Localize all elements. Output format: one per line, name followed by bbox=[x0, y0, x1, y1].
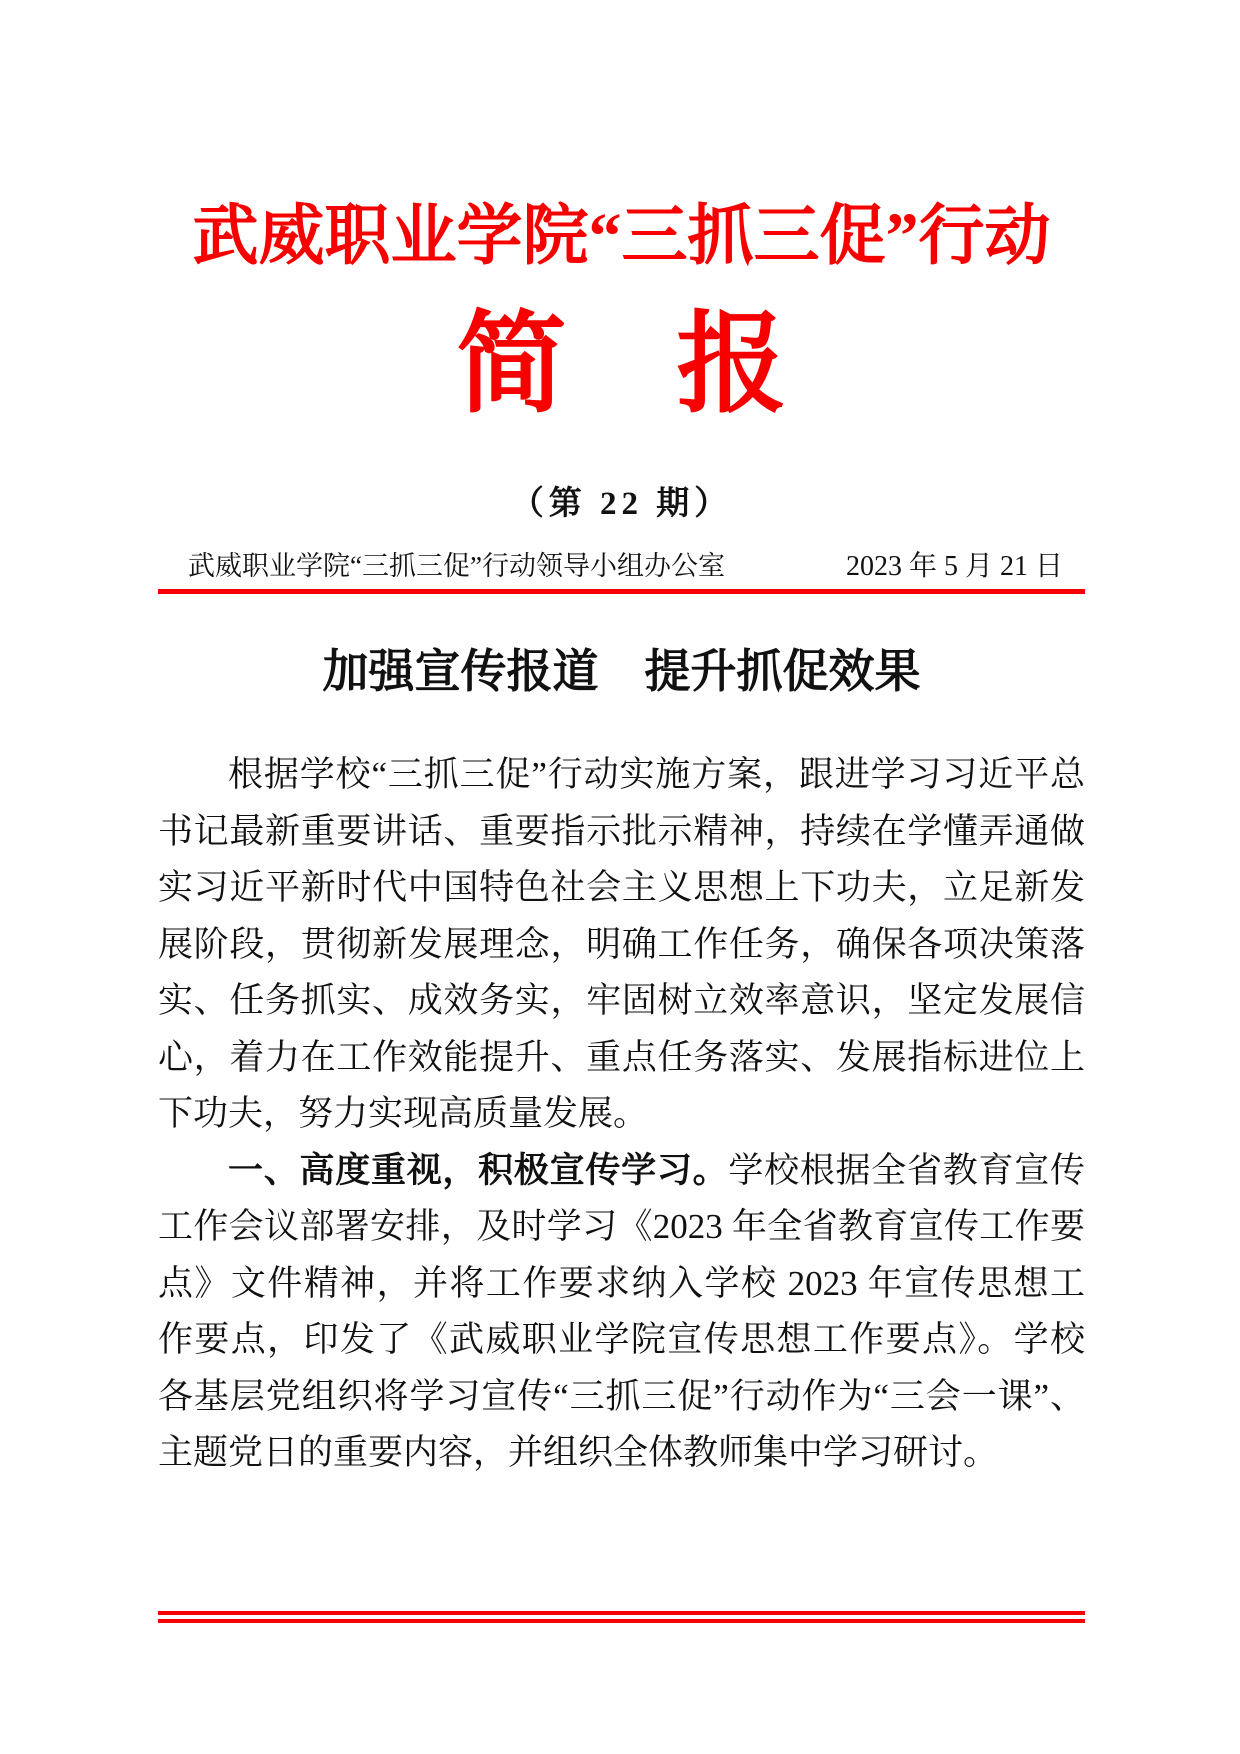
paragraph-2-rest: 学校根据全省教育宣传工作会议部署安排，及时学习《2023 年全省教育宣传工作要点》文件精神，并将工作要求纳入学校 2023 年宣传思想工作要点，印发了《武威职业学院宣传思想工作要点》。学校各基层党组织将学习宣传“三抓三促”行动作为“三会一课”、主题党日的重要内容，并组织全体教师集中学习研讨。 bbox=[158, 1150, 1085, 1473]
paragraph-2-lead: 一、高度重视，积极宣传学习。 bbox=[228, 1150, 729, 1190]
issuing-office: 武威职业学院“三抓三促”行动领导小组办公室 bbox=[188, 551, 725, 582]
meta-row bbox=[158, 547, 1085, 586]
issue-number: （第 22 期） bbox=[510, 485, 733, 522]
content-column bbox=[158, 193, 1085, 1482]
masthead-org-title: 武威职业学院“三抓三促”行动 bbox=[192, 200, 1051, 273]
paragraph-2 bbox=[158, 1143, 1085, 1482]
article-body bbox=[158, 747, 1085, 1482]
issue-date: 2023 年 5 月 21 日 bbox=[845, 550, 1063, 582]
masthead-bulletin-title: 简 报 bbox=[456, 304, 787, 427]
footer-double-red-rule bbox=[158, 1611, 1085, 1623]
header-red-rule bbox=[158, 589, 1085, 594]
paragraph-1: 根据学校“三抓三促”行动实施方案，跟进学习习近平总书记最新重要讲话、重要指示批示精神，持续在学懂弄通做实习近平新时代中国特色社会主义思想上下功夫，立足新发展阶段，贯彻新发展理念，明确工作任务，确保各项决策落实、任务抓实、成效务实，牢固树立效率意识，坚定发展信心，着力在工作效能提升、重点任务落实、发展指标进位上下功夫，努力实现高质量发展。 bbox=[158, 755, 1085, 1134]
article-title: 加强宣传报道 提升抓促效果 bbox=[322, 645, 921, 697]
